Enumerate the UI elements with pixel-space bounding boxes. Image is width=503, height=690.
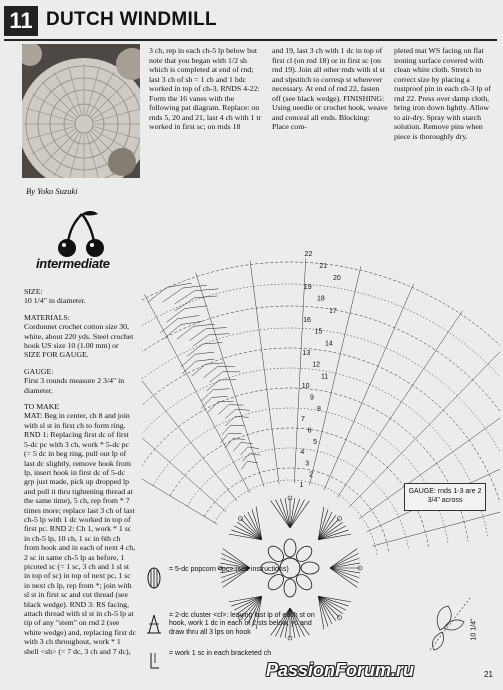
legend-popcorn-text: = 5-dc popcorn <pc> (see instructions) <box>169 566 289 573</box>
skill-level-logo <box>30 208 134 280</box>
round-label: 12 <box>312 361 321 369</box>
round-label: 13 <box>302 350 311 358</box>
round-labels <box>300 251 341 489</box>
round-label: 10 <box>301 383 310 391</box>
size-text: 10 1/4" in diameter. <box>24 296 86 306</box>
round-label: 17 <box>328 307 337 315</box>
popcorn-symbol-icon <box>145 566 163 590</box>
round-label: 11 <box>321 373 329 381</box>
diameter-label: 10 1/4" <box>470 618 478 641</box>
instructions-column-3: pleted mat WS facing on flat ironing surface covered with clean white cloth. Stretch to correct size by placing a rustproof pin in each ch-3 lp of rnd 22. Press over damp cloth, bring iron down lightly. Allow to air-dry. Spray with starch solution. Remove pins when piece is thoroughly dry. <box>394 46 492 141</box>
to-make-text: MAT: Beg in center, ch 8 and join with sl st in first ch to form ring. RND 1: Replacing first dc of first 5-dc pc with 3 ch, work * 5-dc pc (= 5 dc in beg ring, pull out lp of last dc slightly, remove hook from lp, insert hook in first dc of 5-dc grp just made, pick up dropped lp and pull it thru tightening thread at the same time), 5 ch, rep from * 7 times more; replace last 3 ch of last ch-5 lp with 1 dc worked in top of first pc. RND 2: Ch 1, work * 1 sc in ch-5 lp, 10 ch, 1 sc in 6th ch from hook and in each of next 4 ch, 2 sc in same ch-5 lp as before, 1 picoted sc (= 1 sc, 3 ch and 1 sl st in top of sc) in top of next pc, 1 sc in next ch lp, rep from *; join with sl st in first sc and cut thread (see black wedge). RND 3: RS facing, attach thread with sl st in ch-5 lp at tip of any "stem" on rnd 2 (see white wedge) and, replacing first dc with 3 ch throughout, work * 1 shell <sh> (= 7 dc, 3 ch and 7 dc), <box>24 411 137 656</box>
round-label: 7 <box>301 416 305 424</box>
round-label: 4 <box>300 449 305 457</box>
materials-heading: MATERIALS: <box>24 312 70 322</box>
round-label: 5 <box>313 438 317 446</box>
left-column <box>24 287 137 663</box>
legend-sc-bracket-text: = work 1 sc in each bracketed ch <box>169 650 272 657</box>
instructions-column-2: and 19, last 3 ch with 1 dc in top of first cl (on rnd 18) or in first sc (on rnd 19). Join all other rnds with sl st and slpstitch to corresp st wherever necessary. At end of rnd 22, fasten off (see black wedge). FINISHING: Using needle or crochet hook, weave and conceal all ends. Blocking: Place com- <box>272 46 388 131</box>
pattern-title: DUTCH WINDMILL <box>46 9 217 30</box>
gauge-text: First 3 rounds measure 2 3/4" in diameter. <box>24 376 125 395</box>
to-make-heading: TO MAKE <box>24 402 60 412</box>
round-label: 14 <box>324 340 333 348</box>
pattern-header <box>4 6 497 36</box>
page-number: 21 <box>484 670 493 679</box>
round-label: 6 <box>307 427 312 435</box>
header-rule <box>4 39 497 41</box>
round-label: 22 <box>304 251 313 259</box>
author-byline: By Yoko Suzuki <box>26 186 78 196</box>
round-label: 3 <box>305 460 310 468</box>
watermark: PassionForum.ru <box>266 660 415 680</box>
materials-text: Cordonnet crochet cotton size 30, white, about 220 yds. Steel crochet hook US size 10 (1.00 mm) or SIZE FOR GAUGE. <box>24 322 134 360</box>
skill-level-label: intermediate <box>36 256 110 271</box>
round-label: 20 <box>332 275 341 283</box>
round-label: 9 <box>309 394 314 402</box>
pattern-number: 11 <box>4 6 38 36</box>
chart-strokes <box>142 258 500 640</box>
round-label: 1 <box>299 482 304 490</box>
cluster-symbol-icon <box>145 612 163 636</box>
doily-photo-image <box>22 44 140 178</box>
round-label: 16 <box>303 317 311 325</box>
doily-photo <box>22 44 140 178</box>
round-label: 8 <box>317 406 321 414</box>
gauge-box: GAUGE: rnds 1-3 are 2 3/4" across <box>404 483 486 511</box>
gauge-heading: GAUGE: <box>24 366 54 376</box>
size-heading: SIZE: <box>24 287 43 296</box>
bracket-symbol-icon <box>145 650 163 674</box>
cherries-icon <box>30 208 134 258</box>
round-label: 15 <box>314 328 323 336</box>
round-label: 19 <box>303 284 312 292</box>
legend-cluster-text: = 2-dc cluster <cl>: leaving last lp of each st on hook, work 1 dc in each of 2 sts below, yo and draw thru all 3 lps on hook <box>169 612 315 636</box>
round-label: 18 <box>316 295 325 303</box>
round-label: 2 <box>309 471 313 479</box>
round-label: 21 <box>319 262 328 270</box>
instructions-column-1: 3 ch, rep in each ch-5 lp below but note that you began with 1/2 sh which is completed at end of rnd; last 3 ch of sh = 1 ch and 1 hdc worked in top of ch-3. RNDS 4-22: Form the 16 vanes with the following pat diagram. Replace: on rnds 5, 20 and 21, last 4 ch with 1 tr worked in first sc; on rnds 18 <box>149 46 262 131</box>
